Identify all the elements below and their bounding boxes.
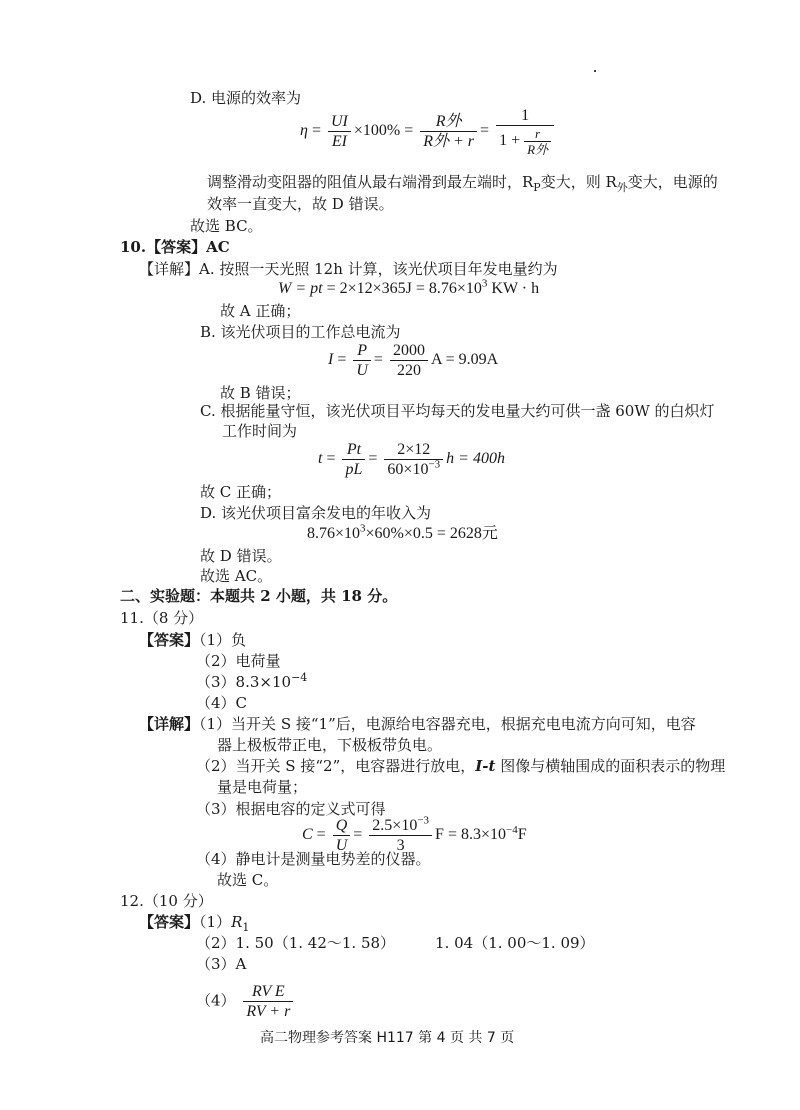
it-symbol: I-t	[475, 757, 496, 775]
q9-line2: 效率一直变大，故 D 错误。	[207, 195, 394, 213]
q11-detail-3: （3）根据电容的定义式可得	[196, 800, 386, 818]
a2-part1: （2）1. 50（1. 42～1. 58）	[196, 934, 396, 952]
den-base: 60×10	[387, 461, 429, 478]
numerator: Q	[333, 816, 351, 836]
q9-d-intro: D. 电源的效率为	[190, 89, 302, 107]
time-symbol: t	[318, 450, 323, 468]
q10-c-equation: t = $\frac{Pt}{pL}$ = $\frac{2\times 12}{60\times 10^{-3}}$ h = 400h	[318, 441, 505, 478]
q10-conclusion: 故选 AC。	[200, 567, 273, 585]
q10-d-line: D. 该光伏项目富余发电的年收入为	[200, 504, 432, 522]
base: 8.76×10	[307, 525, 361, 542]
scan-speck	[594, 70, 596, 72]
current-symbol: I	[328, 351, 334, 369]
text: 变大，则 R	[540, 173, 617, 191]
denominator: 220	[396, 362, 421, 379]
q11-header: 11.（8 分）	[120, 609, 204, 627]
q10-c-line2: 工作时间为	[222, 422, 298, 440]
numerator: P	[353, 341, 371, 361]
numerator: 2×12	[384, 440, 443, 460]
q10-c-result: 故 C 正确；	[200, 483, 282, 501]
r-symbol: R	[231, 913, 243, 931]
denominator: 3	[396, 837, 405, 854]
q10-a-line: 【详解】A. 按照一天光照 12h 计算，该光伏项目年发电量约为	[139, 260, 558, 278]
q10-a-equation	[278, 279, 539, 299]
fraction-2000-220	[390, 341, 428, 380]
denominator	[496, 126, 554, 157]
denominator: R外 + r	[423, 133, 475, 150]
text: （2）当开关 S 接“2”，电容器进行放电，	[196, 757, 476, 775]
percent-text: ×100% =	[353, 122, 414, 140]
denominator: EI	[331, 133, 347, 150]
text: 图像与横轴围成的面积表示的物理	[495, 757, 726, 775]
q11-detail-1	[139, 714, 696, 734]
exponent: −3	[428, 458, 441, 471]
exponent: −4	[506, 823, 518, 836]
denominator	[384, 460, 443, 479]
exponent: 3	[481, 277, 488, 290]
exponent: 3	[360, 522, 366, 535]
numerator: R外	[420, 112, 477, 132]
fraction-r-out	[420, 112, 477, 151]
denominator: RV + r	[246, 1003, 291, 1020]
num-base: 2.5×10	[372, 817, 418, 834]
fraction-r-over-rout	[524, 126, 551, 157]
q11-detail-1b: 器上极板带正电，下极板带负电。	[217, 736, 443, 754]
numerator: r	[524, 126, 551, 142]
q9-efficiency-equation: η = $\frac{UI}{EI}$ ×100% = $\frac{\text{R外}}{\text{R外 + r}}$ = 1 1 + $\frac{r}{\text{R外}}$	[300, 106, 557, 157]
tail: ×60%×0.5 = 2628元	[365, 525, 498, 542]
result: h = 400h	[446, 450, 505, 468]
q11-detail-4: （4）静电计是测量电势差的仪器。	[196, 850, 431, 868]
q11-detail-2	[196, 756, 725, 776]
numerator: UI	[328, 112, 351, 132]
section-2-title: 二、实验题：本题共 2 小题，共 18 分。	[120, 587, 398, 605]
a1: （1）负	[199, 631, 247, 649]
subscript: 1	[242, 921, 250, 934]
q11-a2: （2）电荷量	[196, 652, 281, 670]
unit: KW · h	[491, 280, 540, 297]
q10-c-line1: C. 根据能量守恒，该光伏项目平均每天的发电量大约可供一盏 60W 的白炽灯	[200, 402, 715, 420]
sub-p: P	[533, 181, 541, 194]
fraction-p-u	[353, 341, 371, 380]
denominator: pL	[345, 461, 363, 478]
q10-b-result: 故 B 错误；	[220, 384, 301, 402]
a4-label: （4）	[196, 991, 236, 1010]
q12-a3: （3）A	[196, 955, 247, 973]
q9-conclusion: 故选 BC。	[190, 217, 263, 235]
detail-label: 【详解】	[139, 715, 200, 733]
exponent: −4	[291, 671, 308, 684]
q11-answer-a1	[139, 630, 246, 650]
fraction-rv-e	[243, 982, 293, 1021]
fraction-energy-power	[384, 440, 443, 479]
q9-line1	[207, 172, 718, 192]
q11-a4: （4）C	[196, 694, 248, 712]
fraction-pt-pl	[342, 440, 365, 479]
eta-symbol: η	[300, 122, 308, 140]
a2-part2: 1. 04（1. 00～1. 09）	[435, 934, 595, 952]
q10-b-equation: I = $\frac{P}{U}$ = $\frac{2000}{220}$ A = 9.09A	[328, 342, 499, 379]
q10-d-equation	[307, 524, 498, 544]
denominator: U	[335, 837, 348, 854]
one-plus: 1 +	[499, 132, 521, 150]
q10-d-result: 故 D 错误。	[200, 547, 282, 565]
denominator: R外	[527, 142, 549, 157]
denominator: U	[356, 362, 368, 379]
q12-answer-a1	[139, 912, 249, 932]
numerator	[369, 816, 432, 836]
fraction-ui-ei	[328, 112, 351, 151]
q11-capacitance-equation: C = $\frac{Q}{U}$ = $\frac{2.5\times 10^{-3}}{3}$ $F = 8.3\times 10^{-4}F$	[302, 814, 527, 854]
q12-a4	[196, 982, 296, 1021]
numerator: RV E	[243, 982, 293, 1002]
q11-detail-2b: 量是电荷量；	[217, 778, 308, 796]
result: A = 9.09A	[430, 351, 499, 369]
text: 调整滑动变阻器的阻值从最右端滑到最左端时，R	[207, 173, 534, 191]
numerator: Pt	[342, 440, 365, 460]
tail: F = 8.3×10	[435, 826, 506, 844]
rhs: = 2×12×365J = 8.76×10	[326, 280, 482, 297]
sub-wai: 外	[616, 181, 628, 194]
c-symbol: C	[302, 826, 313, 844]
answer-label: 【答案】	[139, 913, 200, 931]
numerator: 2000	[390, 341, 428, 361]
a1: （1）	[199, 913, 232, 931]
unit: F	[517, 826, 527, 844]
page-footer: 高二物理参考答案 H117 第 4 页 共 7 页	[260, 1030, 515, 1046]
q11-conclusion: 故选 C。	[217, 871, 279, 889]
exponent: −3	[417, 814, 430, 827]
q11-a3	[196, 672, 307, 692]
numerator: 1	[496, 106, 554, 126]
fraction-efficiency-final	[496, 106, 554, 157]
q10-b-line: B. 该光伏项目的工作总电流为	[200, 323, 401, 341]
q10-a-result: 故 A 正确；	[220, 302, 301, 320]
q10-answer: 10.【答案】AC	[120, 238, 230, 256]
text: （1）当开关 S 接“1”后，电源给电容器充电，根据充电电流方向可知，电容	[199, 715, 696, 733]
q12-a2	[196, 933, 595, 953]
a3: （3）8.3×10	[196, 673, 292, 691]
answer-label: 【答案】	[139, 631, 200, 649]
text: 变大，电源的	[627, 173, 718, 191]
lhs: W = pt	[278, 280, 323, 297]
q12-header: 12.（10 分）	[120, 892, 213, 910]
